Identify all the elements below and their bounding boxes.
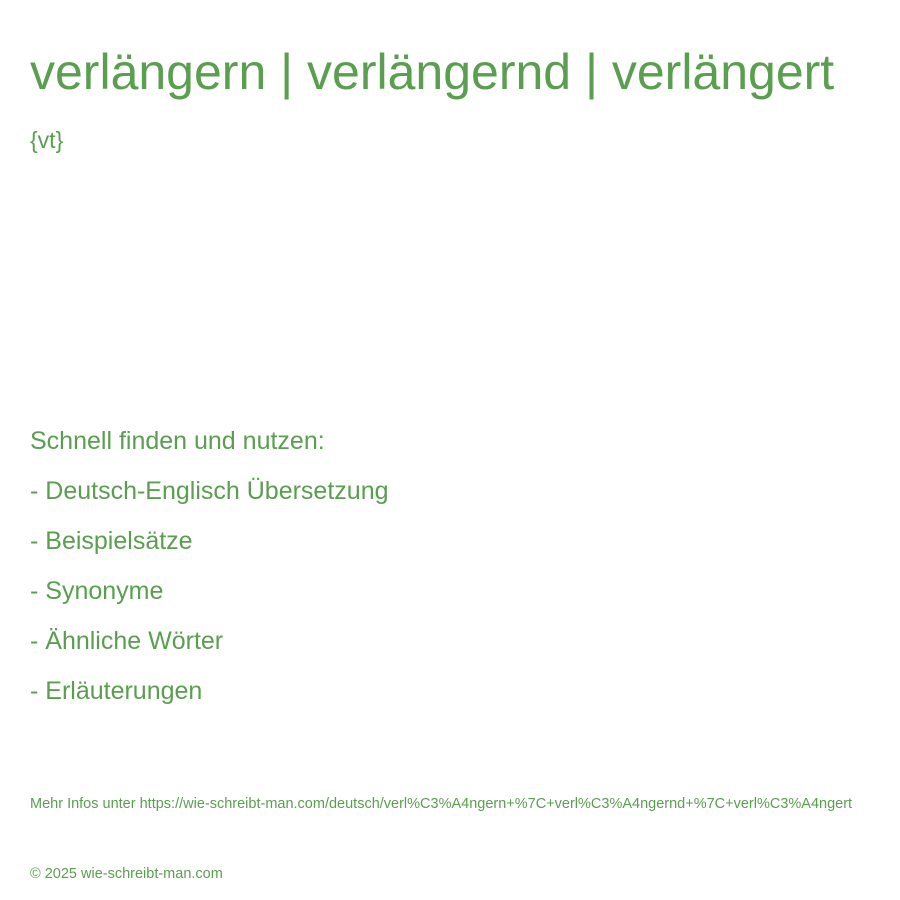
features-list: [30, 474, 389, 724]
word-type-tag: {vt}: [30, 127, 64, 153]
feature-item-explanations: - Erläuterungen: [30, 677, 203, 705]
page-title: verlängern | verlängernd | verlängert: [30, 44, 835, 100]
feature-item-synonyms: - Synonyme: [30, 577, 164, 605]
feature-item-similar-words: - Ähnliche Wörter: [30, 627, 224, 655]
feature-item-example-sentences: - Beispielsätze: [30, 527, 193, 555]
features-section: [30, 424, 389, 724]
copyright-text: © 2025 wie-schreibt-man.com: [30, 866, 223, 882]
more-info-prefix: Mehr Infos unter: [30, 796, 140, 812]
feature-item-translation: - Deutsch-Englisch Übersetzung: [30, 477, 389, 505]
more-info-line: [30, 795, 900, 813]
features-heading: Schnell finden und nutzen:: [30, 427, 325, 455]
more-info-url: https://wie-schreibt-man.com/deutsch/verl%C3%A4ngern+%7C+verl%C3%A4ngernd+%7C+verl%C3%A4ngert: [139, 796, 853, 812]
